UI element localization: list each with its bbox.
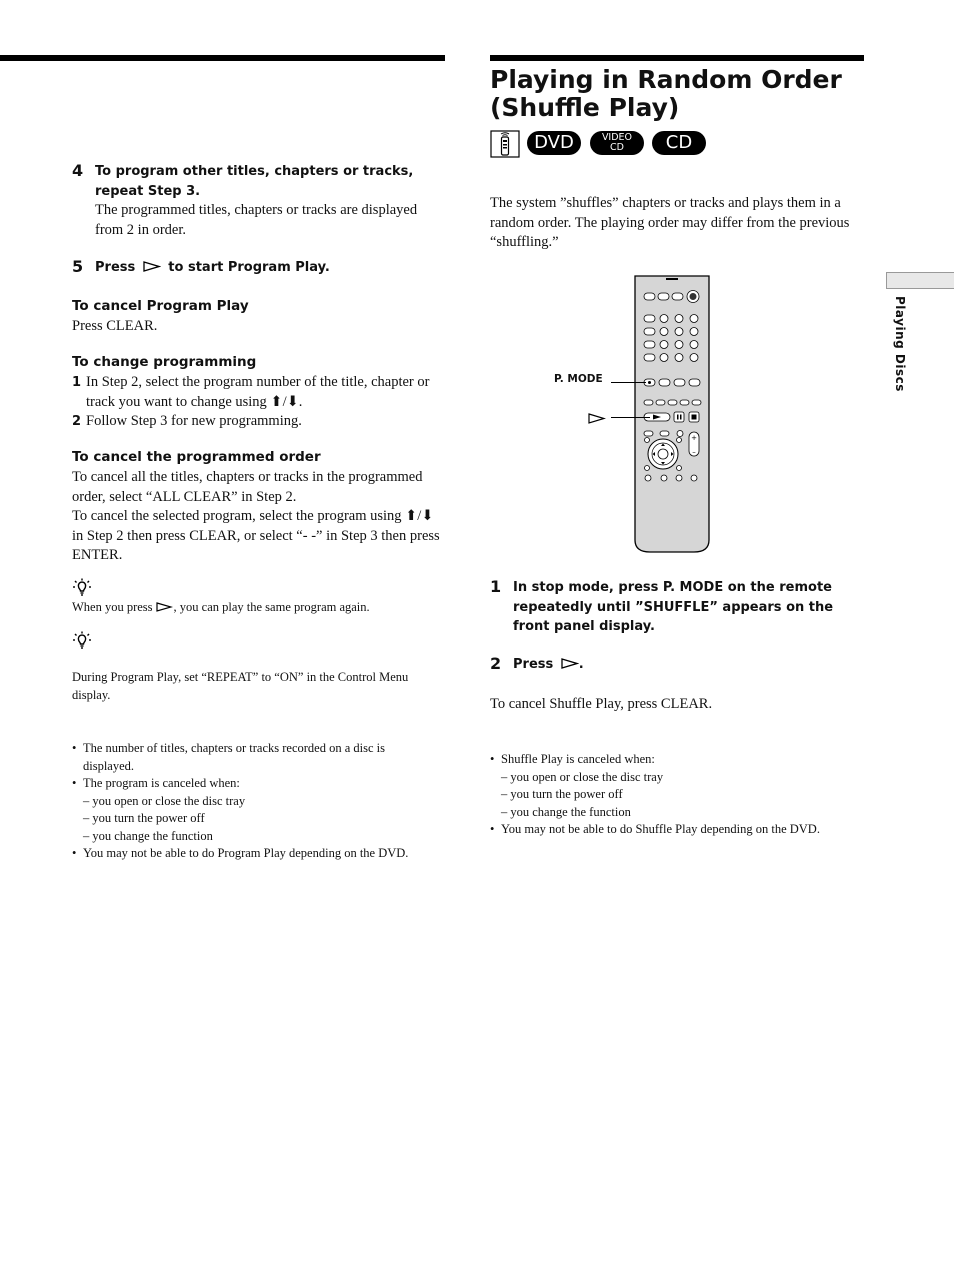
list-item: • You may not be able to do Shuffle Play depending on the DVD. bbox=[490, 821, 864, 839]
side-tab bbox=[886, 272, 954, 289]
list-item: 2 Follow Step 3 for new programming. bbox=[72, 413, 302, 429]
step-4-text: The programmed titles, chapters or tracks are displayed from 2 in order. bbox=[95, 202, 418, 238]
list-item: – you open or close the disc tray bbox=[83, 793, 246, 808]
step-5-number: 5 bbox=[72, 257, 84, 276]
pmode-callout-line bbox=[611, 382, 646, 383]
step-4-number: 4 bbox=[72, 161, 84, 180]
play-outline-icon bbox=[156, 600, 173, 618]
cancel-program-heading: To cancel Program Play bbox=[72, 298, 249, 314]
play-outline-icon bbox=[561, 656, 579, 676]
tip-2-text: During Program Play, set “REPEAT” to “ON” in the Control Menu display. bbox=[72, 670, 409, 702]
step-1-number: 1 bbox=[490, 577, 502, 596]
list-item: – you turn the power off bbox=[83, 811, 205, 825]
list-item: • The number of titles, chapters or tracks recorded on a disc is displayed. bbox=[72, 740, 437, 775]
step-5-post: to start Program Play. bbox=[168, 260, 330, 275]
tip-bulb-icon bbox=[72, 631, 92, 656]
cancel-order-heading: To cancel the programmed order bbox=[72, 449, 321, 465]
remote-icon bbox=[490, 130, 520, 163]
cd-badge: CD bbox=[652, 131, 706, 155]
dvd-badge: DVD bbox=[527, 131, 581, 155]
list-item: – you change the function bbox=[501, 804, 631, 819]
left-top-rule bbox=[0, 55, 445, 61]
change-program-list bbox=[72, 373, 447, 432]
right-top-rule bbox=[490, 55, 864, 61]
cancel-order-text-2: To cancel the selected program, select the program using ⬆/⬇ in Step 2 then press CLEAR, or select “- -” in Step 3 then press ENTER. bbox=[72, 508, 440, 563]
right-notes bbox=[490, 751, 864, 839]
intro-text: The system ”shuffles” chapters or tracks and plays them in a random order. The playing order may differ from the previous “shuffling.” bbox=[490, 195, 850, 250]
svg-text:+: + bbox=[691, 434, 697, 442]
svg-text:–: – bbox=[692, 448, 696, 456]
play-outline-icon bbox=[143, 259, 161, 279]
step-2-heading: Press . bbox=[513, 655, 713, 676]
side-tab-label: Playing Discs bbox=[893, 296, 907, 392]
step-4-heading: To program other titles, chapters or tracks, repeat Step 3. bbox=[95, 164, 414, 199]
list-item: – you turn the power off bbox=[501, 787, 623, 801]
step-1-heading: In stop mode, press P. MODE on the remote repeatedly until ”SHUFFLE” appears on the front panel display. bbox=[513, 580, 834, 634]
cancel-program-text: Press CLEAR. bbox=[72, 318, 158, 334]
list-item: • You may not be able to do Program Play depending on the DVD. bbox=[72, 845, 437, 863]
list-item: – you change the function bbox=[83, 828, 213, 843]
cancel-shuffle-text: To cancel Shuffle Play, press CLEAR. bbox=[490, 696, 713, 712]
list-item: 1 In Step 2, select the program number of the title, chapter or track you want to change using ⬆/⬇. bbox=[72, 374, 430, 410]
tip-1-text: When you press , you can play the same program again. bbox=[72, 599, 452, 618]
play-callout-line bbox=[611, 417, 650, 418]
left-notes bbox=[72, 740, 437, 863]
list-item: • Shuffle Play is canceled when: bbox=[490, 751, 864, 769]
step-5-pre: Press bbox=[95, 260, 136, 275]
step-5-heading bbox=[95, 258, 425, 279]
change-program-heading: To change programming bbox=[72, 354, 257, 370]
video-cd-badge: VIDEO CD bbox=[590, 131, 644, 155]
step-2-number: 2 bbox=[490, 654, 502, 673]
pmode-callout-label: P. MODE bbox=[554, 373, 603, 385]
cancel-order-text-1: To cancel all the titles, chapters or tracks in the programmed order, select “ALL CLEAR” in Step 2. bbox=[72, 469, 423, 505]
list-item: – you open or close the disc tray bbox=[501, 769, 664, 784]
play-outline-icon bbox=[588, 411, 606, 429]
page-title: Playing in Random Order (Shuffle Play) bbox=[490, 65, 842, 122]
list-item: • The program is canceled when: bbox=[72, 775, 437, 793]
